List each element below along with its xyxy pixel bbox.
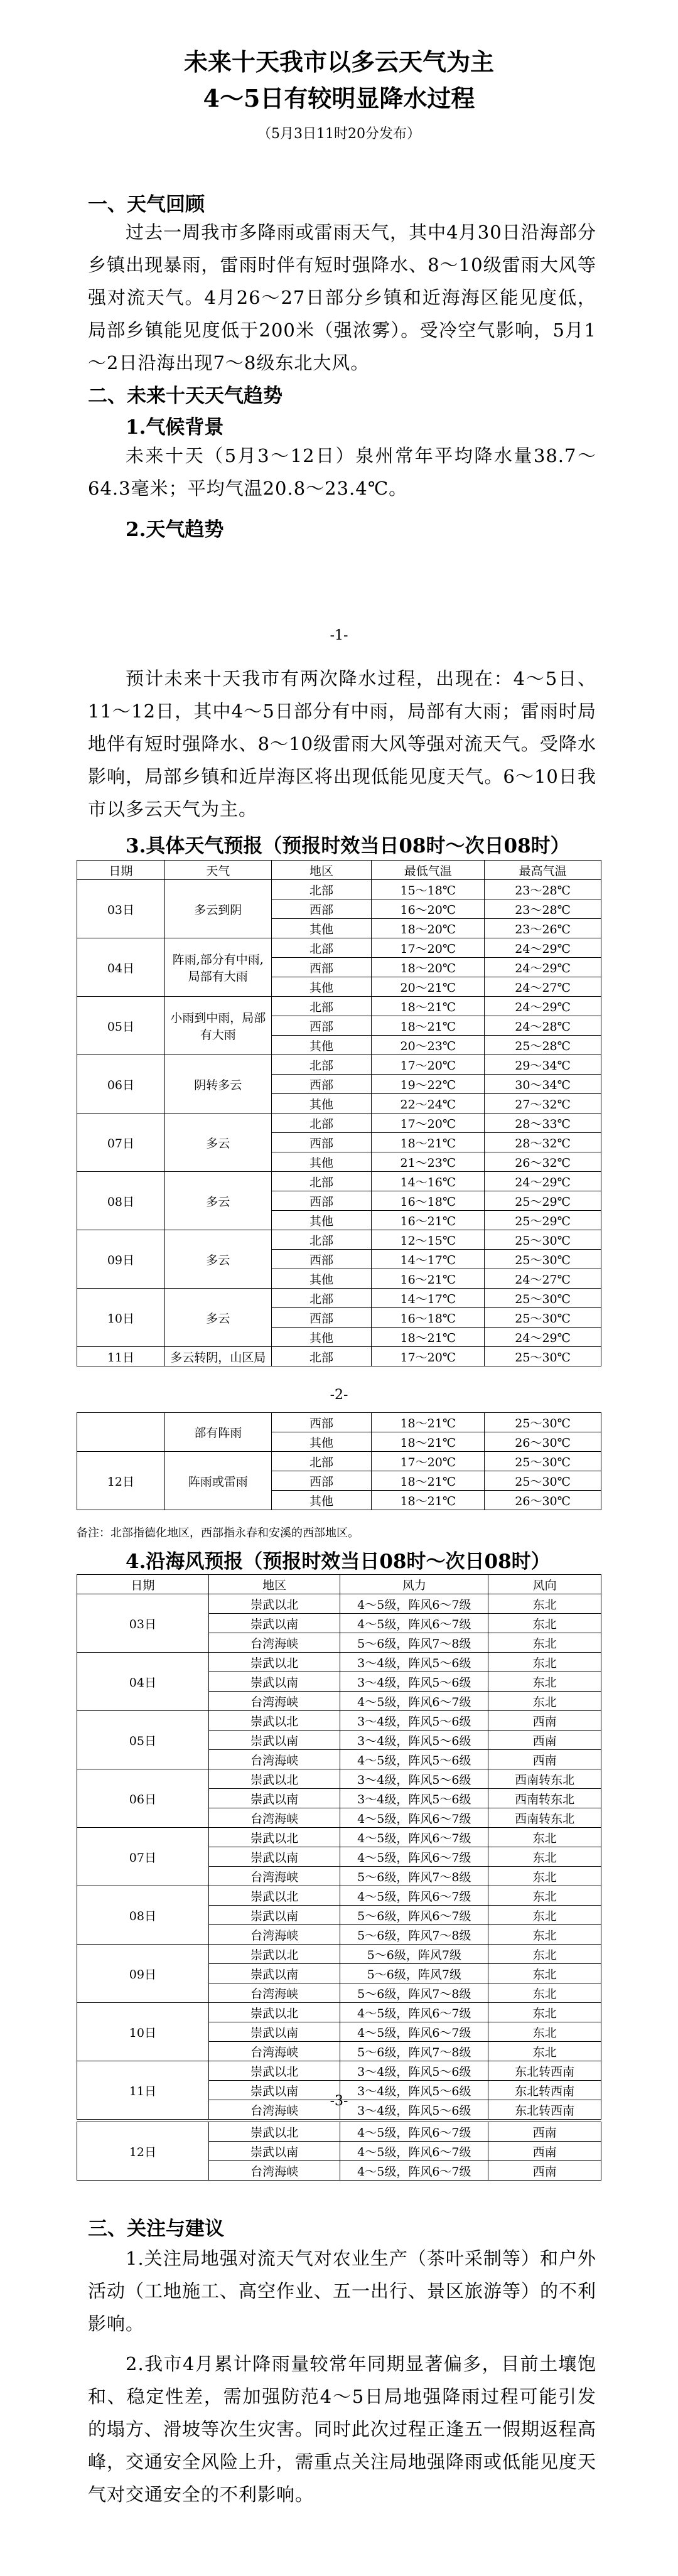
forecast-region: 北部 [271,1172,372,1191]
forecast-date: 08日 [77,1172,165,1230]
forecast-low: 19～22℃ [372,1075,485,1094]
wind-force: 5～6级，阵风6～7级 [340,1906,488,1925]
forecast-weather: 多云 [164,1230,271,1289]
wind-force: 4～5级，阵风6～7级 [340,1808,488,1828]
table-row [77,1055,601,1075]
forecast-region: 西部 [271,1250,372,1269]
wind-force: 4～5级，阵风6～7级 [340,1847,488,1867]
wind-heading: 4.沿海风预报（预报时效当日08时～次日08时） [126,1550,551,1573]
wind-table [77,1574,601,2120]
forecast-low: 14～17℃ [372,1250,485,1269]
wind-direction: 东北 [488,2003,601,2022]
wind-date: 09日 [77,1945,209,2003]
wind-force: 3～4级，阵风5～6级 [340,1711,488,1731]
forecast-low: 22～24℃ [372,1094,485,1114]
forecast-low: 14～17℃ [372,1289,485,1308]
forecast-region: 西部 [271,899,372,919]
forecast-region: 其他 [271,919,372,938]
forecast-high: 23～28℃ [485,880,601,899]
page-number-3: -3- [330,2093,348,2109]
forecast-region: 西部 [271,1075,372,1094]
forecast-region: 北部 [271,1347,372,1366]
forecast-date: 06日 [77,1055,165,1114]
table-row [77,1653,601,1672]
forecast-low: 18～20℃ [372,958,485,977]
table-row [77,1945,601,1964]
wind-force: 3～4级，阵风5～6级 [340,1731,488,1750]
wind-force: 4～5级，阵风5～6级 [340,1750,488,1769]
forecast-weather: 阴转多云 [164,1055,271,1114]
table-row [77,1413,601,1432]
table-row [77,1452,601,1471]
wind-direction: 东北 [488,1672,601,1692]
review-heading: 一、天气回顾 [88,193,205,216]
wind-direction: 东北转西南 [488,2081,601,2100]
forecast-low: 17～20℃ [372,1452,485,1471]
table-row [77,938,601,958]
forecast-high: 23～28℃ [485,899,601,919]
forecast-date: 10日 [77,1289,165,1347]
forecast-low: 20～21℃ [372,977,485,997]
advice-heading: 三、关注与建议 [88,2218,224,2240]
wind-col-region: 地区 [208,1575,340,1594]
forecast-low: 18～21℃ [372,1471,485,1491]
page-number-1: -1- [330,628,348,643]
forecast-weather: 阵雨或雷雨 [164,1452,271,1510]
forecast-low: 18～21℃ [372,1016,485,1036]
wind-date: 04日 [77,1653,209,1711]
wind-direction: 东北 [488,1906,601,1925]
wind-direction: 东北 [488,1653,601,1672]
forecast-date: 07日 [77,1114,165,1172]
wind-region: 台湾海峡 [208,1692,340,1711]
col-high: 最高气温 [485,861,601,880]
forecast-high: 30～34℃ [485,1075,601,1094]
wind-force: 3～4级，阵风5～6级 [340,2081,488,2100]
forecast-weather: 多云转阴，山区局 [164,1347,271,1366]
forecast-low: 17～20℃ [372,1347,485,1366]
forecast-high: 26～30℃ [485,1432,601,1452]
title-line-2: 4～5日有较明显降水过程 [203,84,475,112]
forecast-date: 12日 [77,1452,165,1510]
forecast-low: 16～18℃ [372,1308,485,1328]
forecast-region: 北部 [271,938,372,958]
forecast-low: 18～21℃ [372,1491,485,1510]
table-row [77,1289,601,1308]
forecast-high: 26～32℃ [485,1152,601,1172]
forecast-weather: 小雨到中雨，局部有大雨 [164,997,271,1055]
wind-region: 崇武以北 [208,2003,340,2022]
trend-subheading: 2.天气趋势 [126,518,224,541]
wind-force: 4～5级，阵风6～7级 [340,2003,488,2022]
forecast-high: 26～30℃ [485,1491,601,1510]
col-weather: 天气 [164,861,271,880]
wind-region: 崇武以南 [208,1672,340,1692]
wind-force: 4～5级，阵风6～7级 [340,1594,488,1614]
forecast-high: 23～26℃ [485,919,601,938]
forecast-low: 17～20℃ [372,1055,485,1075]
forecast-region: 其他 [271,1036,372,1055]
wind-region: 崇武以北 [208,1769,340,1789]
wind-direction: 东北 [488,1925,601,1945]
wind-date: 08日 [77,1886,209,1945]
forecast-high: 25～30℃ [485,1230,601,1250]
forecast-region: 西部 [271,1191,372,1211]
wind-region: 崇武以南 [208,2142,340,2161]
wind-region: 崇武以北 [208,1594,340,1614]
wind-direction: 东北转西南 [488,2061,601,2081]
wind-header-row [77,1575,601,1594]
table-row [77,2122,601,2142]
forecast-high: 25～28℃ [485,1036,601,1055]
forecast-date: 04日 [77,938,165,997]
wind-force: 4～5级，阵风6～7级 [340,2161,488,2181]
forecast-region: 北部 [271,1289,372,1308]
wind-region: 崇武以南 [208,1906,340,1925]
review-text: 过去一周我市多降雨或雷雨天气，其中4月30日沿海部分乡镇出现暴雨，雷雨时伴有短时强降水、8～10级雷雨大风等强对流天气。4月26～27日部分乡镇和近海海区能见度低，局部乡镇能见度低于200米（强浓雾）。受冷空气影响，5月1～2日沿海出现7～8级东北大风。 [88,222,596,373]
wind-region: 台湾海峡 [208,2042,340,2061]
forecast-date: 03日 [77,880,165,938]
forecast-region: 其他 [271,1269,372,1289]
wind-direction: 西南 [488,2122,601,2142]
wind-direction: 东北 [488,1633,601,1653]
forecast-high: 29～34℃ [485,1055,601,1075]
forecast-high: 25～30℃ [485,1413,601,1432]
forecast-region: 西部 [271,1471,372,1491]
table-row [77,2003,601,2022]
trend-text: 预计未来十天我市有两次降水过程，出现在：4～5日、11～12日，其中4～5日部分有中雨，局部有大雨；雷雨时局地伴有短时强降水、8～10级雷雨大风等强对流天气。受降水影响，局部乡镇和近岸海区将出现低能见度天气。6～10日我市以多云天气为主。 [88,668,596,820]
forecast-note: 备注：北部指德化地区，西部指永春和安溪的西部地区。 [77,1527,359,1540]
wind-force: 4～5级，阵风6～7级 [340,1692,488,1711]
forecast-weather: 阵雨,部分有中雨,局部有大雨 [164,938,271,997]
forecast-weather: 多云 [164,1289,271,1347]
wind-force: 4～5级，阵风6～7级 [340,1886,488,1906]
forecast-region: 北部 [271,1055,372,1075]
wind-direction: 东北 [488,1594,601,1614]
forecast-high: 24～27℃ [485,1269,601,1289]
forecast-low: 18～21℃ [372,1133,485,1152]
wind-region: 台湾海峡 [208,1983,340,2003]
wind-direction: 东北 [488,1945,601,1964]
wind-date: 07日 [77,1828,209,1886]
col-low: 最低气温 [372,861,485,880]
wind-force: 4～5级，阵风6～7级 [340,1828,488,1847]
wind-region: 台湾海峡 [208,1867,340,1886]
forecast-high: 24～28℃ [485,1016,601,1036]
page-number-2: -2- [330,1387,348,1403]
forecast-low: 18～21℃ [372,1413,485,1432]
forecast-low: 18～21℃ [372,1328,485,1347]
forecast-low: 16～20℃ [372,899,485,919]
wind-region: 崇武以南 [208,1964,340,1983]
forecast-weather: 多云 [164,1114,271,1172]
forecast-region: 西部 [271,1413,372,1432]
forecast-region: 西部 [271,1133,372,1152]
table-row [77,2061,601,2081]
wind-force: 3～4级，阵风5～6级 [340,1769,488,1789]
col-date: 日期 [77,861,165,880]
wind-direction: 东北 [488,1614,601,1633]
wind-direction: 西南转东北 [488,1789,601,1808]
wind-force: 3～4级，阵风5～6级 [340,2100,488,2120]
wind-region: 崇武以北 [208,1886,340,1906]
forecast-date: 11日 [77,1347,165,1366]
wind-direction: 东北 [488,1983,601,2003]
wind-table-continued [77,2122,601,2181]
advice-item-1: 1.关注局地强对流天气对农业生产（茶叶采制等）和户外活动（工地施工、高空作业、五一出行、景区旅游等）的不利影响。 [88,2248,597,2334]
wind-date: 05日 [77,1711,209,1769]
wind-force: 5～6级，阵风7～8级 [340,1867,488,1886]
wind-region: 崇武以南 [208,2022,340,2042]
wind-col-direction: 风向 [488,1575,601,1594]
wind-region: 崇武以北 [208,1711,340,1731]
forecast-high: 24～27℃ [485,977,601,997]
wind-date: 12日 [77,2122,209,2181]
forecast-region: 西部 [271,1308,372,1328]
forecast-region: 北部 [271,880,372,899]
forecast-high: 25～29℃ [485,1211,601,1230]
forecast-date: 05日 [77,997,165,1055]
wind-direction: 西南 [488,2161,601,2181]
table-row [77,997,601,1016]
wind-force: 5～6级，阵风7～8级 [340,2042,488,2061]
forecast-low: 12～15℃ [372,1230,485,1250]
wind-region: 崇武以北 [208,2122,340,2142]
publish-time: （5月3日11时20分发布） [257,126,421,142]
wind-date: 10日 [77,2003,209,2061]
wind-direction: 东北 [488,2022,601,2042]
forecast-low: 16～21℃ [372,1269,485,1289]
forecast-table-continued [77,1412,601,1510]
forecast-region: 其他 [271,1094,372,1114]
wind-force: 4～5级，阵风6～7级 [340,2022,488,2042]
wind-region: 崇武以南 [208,1789,340,1808]
table-row [77,1886,601,1906]
wind-direction: 西南 [488,1750,601,1769]
wind-force: 4～5级，阵风6～7级 [340,1614,488,1633]
forecast-high: 24～29℃ [485,997,601,1016]
forecast-high: 24～29℃ [485,1328,601,1347]
wind-direction: 东北 [488,1828,601,1847]
forecast-low: 18～20℃ [372,919,485,938]
forecast-low: 14～16℃ [372,1172,485,1191]
forecast-low: 17～20℃ [372,938,485,958]
forecast-high: 24～29℃ [485,958,601,977]
wind-direction: 东北 [488,1964,601,1983]
title-line-1: 未来十天我市以多云天气为主 [183,48,494,76]
wind-force: 4～5级，阵风6～7级 [340,2122,488,2142]
forecast-low: 21～23℃ [372,1152,485,1172]
table-row [77,1711,601,1731]
forecast-high: 28～32℃ [485,1133,601,1152]
table-row [77,1172,601,1191]
wind-region: 台湾海峡 [208,1808,340,1828]
wind-force: 3～4级，阵风5～6级 [340,1672,488,1692]
forecast-high: 24～29℃ [485,1172,601,1191]
wind-region: 崇武以北 [208,1945,340,1964]
wind-region: 崇武以南 [208,2081,340,2100]
forecast-region: 其他 [271,977,372,997]
wind-direction: 东北 [488,1692,601,1711]
wind-direction: 东北 [488,1867,601,1886]
forecast-table [77,860,601,1366]
forecast-region: 其他 [271,1328,372,1347]
wind-region: 台湾海峡 [208,1925,340,1945]
forecast-high: 24～29℃ [485,938,601,958]
col-region: 地区 [271,861,372,880]
forecast-region: 西部 [271,958,372,977]
wind-col-force: 风力 [340,1575,488,1594]
forecast-date: 09日 [77,1230,165,1289]
table-row [77,1114,601,1133]
forecast-high: 25～30℃ [485,1471,601,1491]
wind-direction: 西南转东北 [488,1769,601,1789]
wind-direction: 西南 [488,2142,601,2161]
forecast-weather: 部有阵雨 [164,1413,271,1452]
forecast-high: 25～29℃ [485,1191,601,1211]
forecast-low: 16～18℃ [372,1191,485,1211]
wind-date: 11日 [77,2061,209,2120]
forecast-region: 其他 [271,1152,372,1172]
wind-direction: 东北 [488,1847,601,1867]
table-row [77,1230,601,1250]
forecast-header-row [77,861,601,880]
forecast-weather: 多云到阴 [164,880,271,938]
wind-force: 3～4级，阵风5～6级 [340,1653,488,1672]
forecast-region: 北部 [271,1114,372,1133]
wind-date: 06日 [77,1769,209,1828]
title-block [0,44,678,142]
wind-region: 崇武以南 [208,1847,340,1867]
forecast-date [77,1413,165,1452]
wind-region: 台湾海峡 [208,2100,340,2120]
wind-force: 5～6级，阵风7～8级 [340,1983,488,2003]
wind-direction: 西南 [488,1711,601,1731]
table-row [77,1828,601,1847]
wind-region: 崇武以北 [208,1653,340,1672]
wind-force: 3～4级，阵风5～6级 [340,1789,488,1808]
forecast-high: 27～32℃ [485,1094,601,1114]
wind-direction: 东北转西南 [488,2100,601,2120]
forecast-low: 18～21℃ [372,997,485,1016]
wind-force: 5～6级，阵风7～8级 [340,1925,488,1945]
wind-date: 03日 [77,1594,209,1653]
forecast-high: 25～30℃ [485,1289,601,1308]
wind-force: 5～6级，阵风7级 [340,1964,488,1983]
table-row [77,1594,601,1614]
forecast-weather: 多云 [164,1172,271,1230]
wind-region: 崇武以南 [208,1731,340,1750]
forecast-low: 17～20℃ [372,1114,485,1133]
forecast-low: 15～18℃ [372,880,485,899]
wind-region: 崇武以南 [208,1614,340,1633]
forecast-region: 其他 [271,1432,372,1452]
forecast-region: 北部 [271,997,372,1016]
wind-force: 3～4级，阵风5～6级 [340,2061,488,2081]
forecast-high: 28～33℃ [485,1114,601,1133]
wind-direction: 西南转东北 [488,1808,601,1828]
table-row [77,880,601,899]
forecast-region: 其他 [271,1211,372,1230]
forecast-high: 25～30℃ [485,1308,601,1328]
forecast-region: 北部 [271,1230,372,1250]
forecast-low: 20～23℃ [372,1036,485,1055]
advice-item-2: 2.我市4月累计降雨量较常年同期显著偏多，目前土壤饱和、稳定性差，需加强防范4～5日局地强降雨过程可能引发的塌方、滑坡等次生灾害。同时此次过程正逢五一假期返程高峰，交通安全风险上升，需重点关注局地强降雨或低能见度天气对交通安全的不利影响。 [88,2353,597,2505]
wind-direction: 东北 [488,1886,601,1906]
wind-region: 崇武以北 [208,2061,340,2081]
climate-heading: 1.气候背景 [126,416,224,439]
forecast-high: 25～30℃ [485,1452,601,1471]
wind-direction: 西南 [488,1731,601,1750]
forecast-heading: 3.具体天气预报（预报时效当日08时～次日08时） [126,835,570,857]
table-row [77,1347,601,1366]
table-row [77,1769,601,1789]
trend-heading: 二、未来十天天气趋势 [88,385,282,407]
wind-force: 5～6级，阵风7级 [340,1945,488,1964]
forecast-region: 北部 [271,1452,372,1471]
forecast-high: 25～30℃ [485,1250,601,1269]
wind-region: 崇武以北 [208,1828,340,1847]
forecast-low: 16～21℃ [372,1211,485,1230]
wind-region: 台湾海峡 [208,1750,340,1769]
wind-col-date: 日期 [77,1575,209,1594]
wind-region: 台湾海峡 [208,1633,340,1653]
climate-text: 未来十天（5月3～12日）泉州常年平均降水量38.7～64.3毫米；平均气温20.8～23.4℃。 [88,445,596,499]
wind-direction: 东北 [488,2042,601,2061]
forecast-region: 西部 [271,1016,372,1036]
wind-force: 5～6级，阵风7～8级 [340,1633,488,1653]
forecast-high: 25～30℃ [485,1347,601,1366]
wind-force: 4～5级，阵风6～7级 [340,2142,488,2161]
wind-region: 台湾海峡 [208,2161,340,2181]
forecast-low: 18～21℃ [372,1432,485,1452]
forecast-region: 其他 [271,1491,372,1510]
